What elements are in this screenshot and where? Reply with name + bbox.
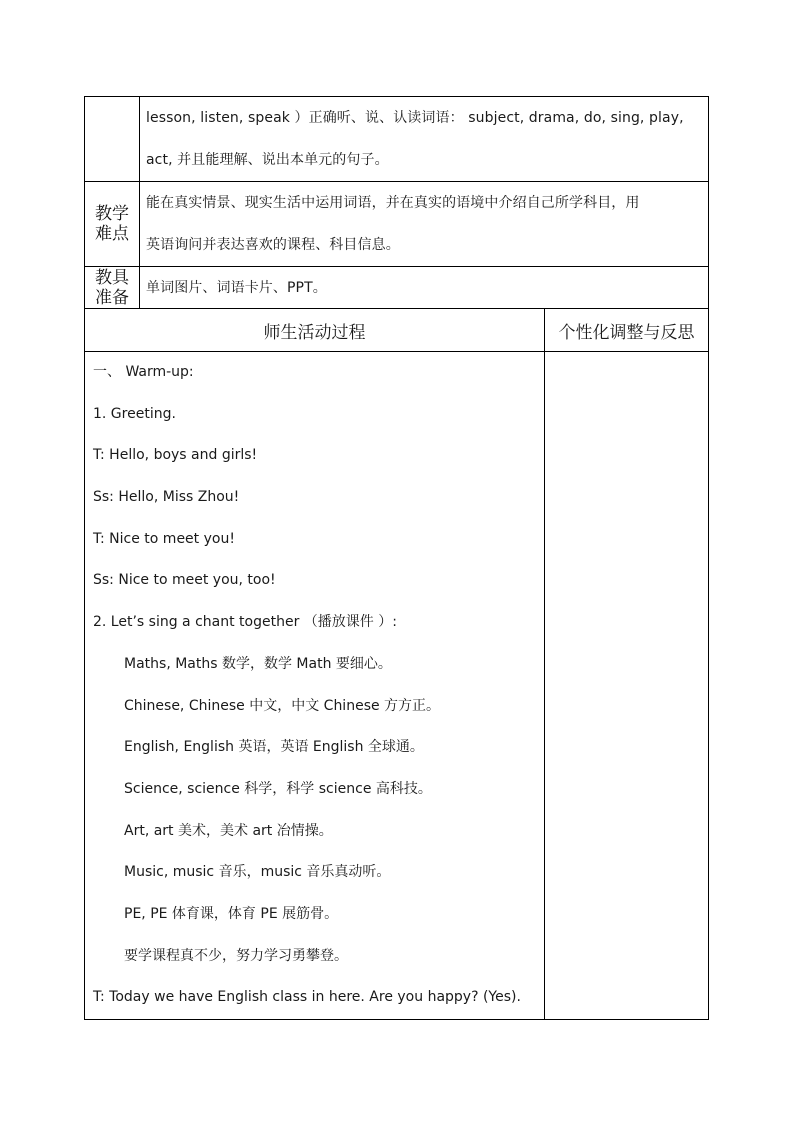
materials-label bbox=[85, 267, 140, 309]
process-lines bbox=[93, 352, 536, 1019]
difficulty-row bbox=[85, 182, 709, 267]
difficulty-line-2: 英语询问并表达喜欢的课程、科目信息。 bbox=[146, 237, 400, 253]
process-row bbox=[85, 352, 709, 1020]
difficulty-label bbox=[85, 182, 140, 267]
process-line: 1. Greeting. bbox=[93, 405, 176, 422]
objectives-line-2: act, 并且能理解、说出本单元的句子。 bbox=[146, 152, 389, 168]
process-line: Ss: Nice to meet you, too! bbox=[93, 572, 276, 589]
objectives-label-cell bbox=[85, 97, 140, 182]
objectives-cell bbox=[140, 97, 709, 182]
lesson-plan-table bbox=[84, 96, 709, 1020]
process-header: 师生活动过程 bbox=[85, 309, 545, 352]
process-line: T: Today we have English class in here. Are you happy? (Yes). bbox=[93, 989, 521, 1006]
process-line: Art, art 美术，美术 art 冶情操。 bbox=[124, 822, 333, 839]
header-row bbox=[85, 309, 709, 352]
process-line: Chinese, Chinese 中文，中文 Chinese 方方正。 bbox=[124, 697, 441, 714]
difficulty-label-line-2: 难点 bbox=[95, 224, 129, 244]
materials-cell bbox=[140, 267, 709, 309]
process-line: T: Hello, boys and girls! bbox=[93, 447, 258, 464]
difficulty-cell bbox=[140, 182, 709, 267]
reflection-header: 个性化调整与反思 bbox=[545, 309, 709, 352]
materials-label-line-1: 教具 bbox=[95, 267, 129, 288]
materials-label-line-2: 准备 bbox=[95, 287, 129, 308]
objectives-line-1: lesson, listen, speak ）正确听、说、认读词语： subject, drama, do, sing, play, bbox=[146, 110, 684, 126]
process-line: T: Nice to meet you! bbox=[93, 530, 235, 547]
process-line: Ss: Hello, Miss Zhou! bbox=[93, 489, 240, 506]
process-line: Music, music 音乐，music 音乐真动听。 bbox=[124, 864, 391, 881]
process-line: 一、 Warm-up: bbox=[93, 364, 194, 380]
difficulty-label-line-1: 教学 bbox=[95, 204, 129, 224]
process-line: PE, PE 体育课，体育 PE 展筋骨。 bbox=[124, 905, 339, 922]
materials-text: 单词图片、词语卡片、PPT。 bbox=[146, 279, 327, 296]
process-cell bbox=[85, 352, 545, 1020]
materials-row bbox=[85, 267, 709, 309]
reflection-cell bbox=[545, 352, 709, 1020]
process-line: Maths, Maths 数学，数学 Math 要细心。 bbox=[124, 655, 392, 672]
difficulty-line-1: 能在真实情景、现实生活中运用词语，并在真实的语境中介绍自己所学科目，用 bbox=[146, 195, 640, 211]
process-line: 2. Let’s sing a chant together （播放课件 ）: bbox=[93, 614, 397, 631]
objectives-row bbox=[85, 97, 709, 182]
process-line: 要学课程真不少，努力学习勇攀登。 bbox=[124, 947, 348, 964]
process-line: English, English 英语，英语 English 全球通。 bbox=[124, 739, 424, 756]
process-line: Science, science 科学，科学 science 高科技。 bbox=[124, 780, 432, 797]
